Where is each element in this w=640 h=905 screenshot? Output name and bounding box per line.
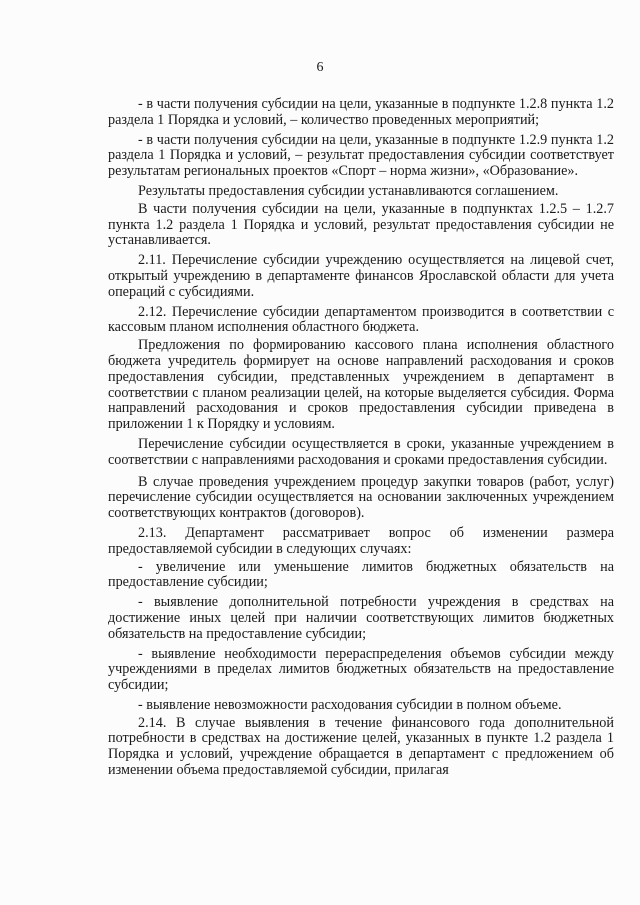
paragraph-2-11: 2.11. Перечисление субсидии учреждению осуществляется на лицевой счет, открытый учреждению в департаменте финансов Ярославской области для учета операций с субсидиями. — [108, 252, 614, 300]
document-body — [108, 97, 614, 783]
list-item-additional-need: - выявление дополнительной потребности учреждения в средствах на достижение иных целей при наличии соответствующих лимитов бюджетных обязательств на предоставление субсидии; — [108, 594, 614, 642]
list-item-redistribution: - выявление необходимости перераспределения объемов субсидии между учреждениями в пределах лимитов бюджетных обязательств на предоставление субсидии; — [108, 645, 614, 694]
list-item-impossibility: - выявление невозможности расходования субсидии в полном объеме. — [138, 696, 562, 713]
paragraph-result-1-2-8: - в части получения субсидии на цели, указанные в подпункте 1.2.8 пункта 1.2 раздела 1 Порядка и условий, – количество проведенных мероприятий; — [108, 96, 614, 128]
paragraph-transfer-terms: Перечисление субсидии осуществляется в сроки, указанные учреждением в соответствии с направлениями расходования и сроками предоставления субсидии. — [108, 435, 614, 468]
paragraph-2-13: 2.13. Департамент рассматривает вопрос об изменении размера предоставляемой субсидии в следующих случаях: — [108, 524, 614, 557]
paragraph-results-agreement: Результаты предоставления субсидии устанавливаются соглашением. — [138, 182, 559, 199]
paragraph-2-14: 2.14. В случае выявления в течение финансового года дополнительной потребности в средствах на достижение целей, указанных в пункте 1.2 раздела 1 Порядка и условий, учреждение обращается в департамент с предложением об изменении объема предоставляемой субсидии, прилагая — [108, 714, 614, 779]
paragraph-result-not-set: В части получения субсидии на цели, указанные в подпунктах 1.2.5 – 1.2.7 пункта 1.2 раздела 1 Порядка и условий, результат предоставления субсидии не устанавливается. — [108, 200, 614, 249]
paragraph-result-1-2-9: - в части получения субсидии на цели, указанные в подпункте 1.2.9 пункта 1.2 раздела 1 Порядка и условий, – результат предоставления субсидии соответствует результатам региональных проектов «Спорт – норма жизни», «Образование». — [108, 131, 614, 180]
paragraph-procurement: В случае проведения учреждением процедур закупки товаров (работ, услуг) перечисление субсидии осуществляется на основании заключенных учреждением соответствующих контрактов (договоров). — [108, 473, 614, 522]
paragraph-cash-plan: Предложения по формированию кассового плана исполнения областного бюджета учредитель формирует на основе направлений расходования и сроков предоставления субсидии, представленных учреждением в департамент в соответствии с планом реализации целей, на которые выделяется субсидия. Форма направлений расходования и сроков предоставления субсидии приведена в приложении 1 к Порядку и условиям. — [108, 337, 614, 433]
paragraph-2-12: 2.12. Перечисление субсидии департаментом производится в соответствии с кассовым планом исполнения областного бюджета. — [108, 303, 614, 336]
list-item-limits-change: - увеличение или уменьшение лимитов бюджетных обязательств на предоставление субсидии; — [108, 558, 614, 591]
page-number: 6 — [316, 60, 324, 75]
